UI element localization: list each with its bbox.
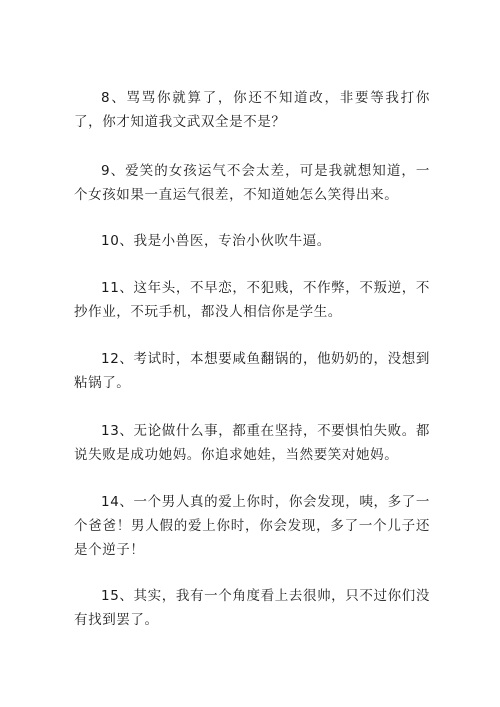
paragraph-15: 15、其实，我有一个角度看上去很帅，只不过你们没有找到罢了。 <box>74 588 430 628</box>
paragraph-8: 8、骂骂你就算了，你还不知道改，非要等我打你了，你才知道我文武双全是不是？ <box>74 90 430 130</box>
paragraph-11: 11、这年头，不早恋，不犯贱，不作弊，不叛逆，不抄作业，不玩手机，都没人相信你是学生。 <box>74 280 430 320</box>
paragraph-14: 14、一个男人真的爱上你时，你会发现，咦，多了一个爸爸！男人假的爱上你时，你会发现，多了一个儿子还是个逆子！ <box>74 494 430 558</box>
paragraph-9: 9、爱笑的女孩运气不会太差，可是我就想知道，一个女孩如果一直运气很差，不知道她怎么笑得出来。 <box>74 163 430 203</box>
paragraph-10: 10、我是小兽医，专治小伙吹牛逼。 <box>101 233 331 249</box>
paragraph-13: 13、无论做什么事，都重在坚持，不要惧怕失败。都说失败是成功她妈。你追求她娃，当然要笑对她妈。 <box>74 423 430 463</box>
paragraph-12: 12、考试时，本想要咸鱼翻锅的，他奶奶的，没想到粘锅了。 <box>74 351 430 391</box>
